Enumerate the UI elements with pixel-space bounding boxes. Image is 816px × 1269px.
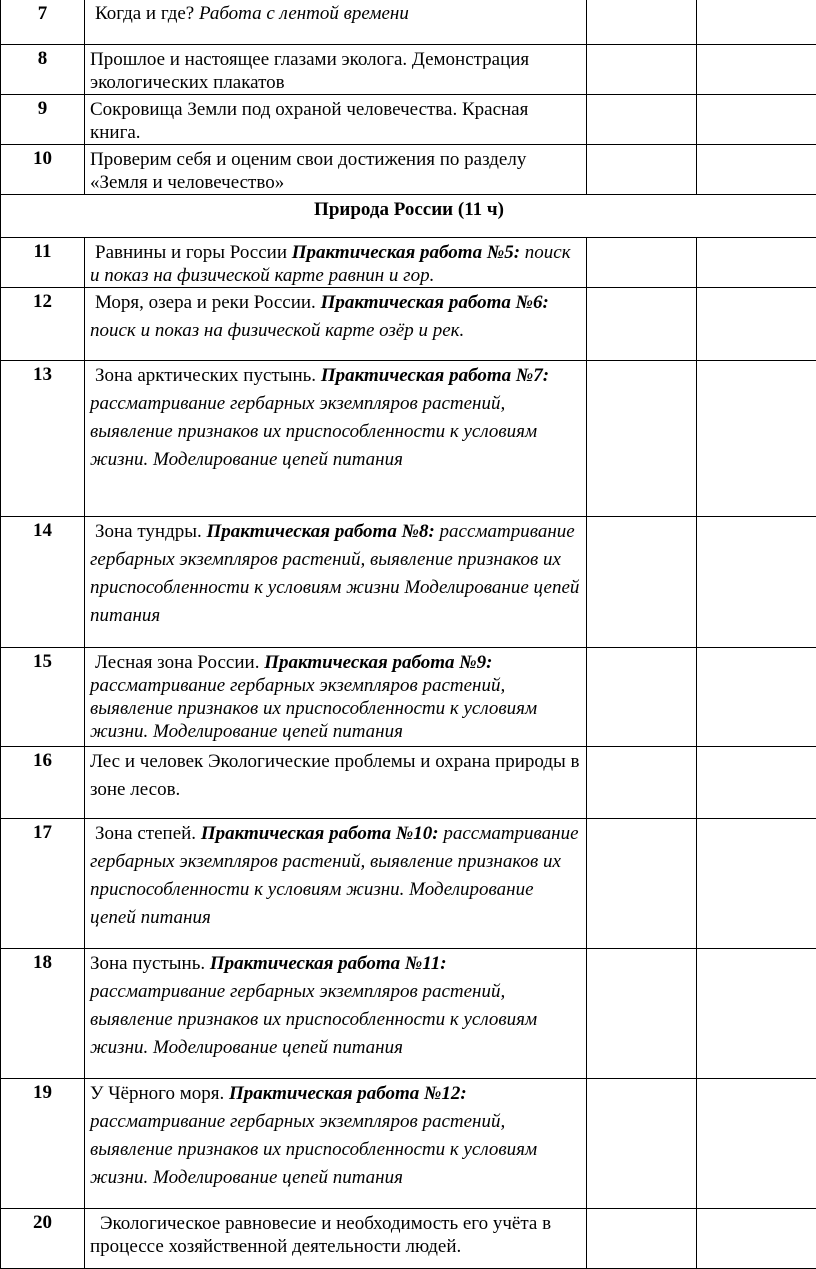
date-plan-cell <box>587 361 697 517</box>
section-row <box>1 195 816 238</box>
date-fact-cell <box>697 648 816 747</box>
date-fact-cell <box>697 0 816 45</box>
lesson-topic: Когда и где? Работа с лентой времени <box>85 0 587 45</box>
lesson-topic: У Чёрного моря. Практическая работа №12: рассматривание гербарных экземпляров растений, выявление признаков их приспособленности к условиям жизни. Моделирование цепей питания <box>85 1079 587 1209</box>
lesson-topic: Экологическое равновесие и необходимость его учёта в процессе хозяйственной деятельности людей. <box>85 1209 587 1269</box>
row-number: 13 <box>1 361 85 517</box>
lesson-topic: Зона арктических пустынь. Практическая работа №7: рассматривание гербарных экземпляров растений, выявление признаков их приспособленности к условиям жизни. Моделирование цепей питания <box>85 361 587 517</box>
lesson-topic: Сокровища Земли под охраной человечества. Красная книга. <box>85 95 587 145</box>
row-number: 7 <box>1 0 85 45</box>
date-plan-cell <box>587 648 697 747</box>
date-plan-cell <box>587 819 697 949</box>
row-number: 16 <box>1 747 85 819</box>
date-fact-cell <box>697 949 816 1079</box>
section-title: Природа России (11 ч) <box>1 195 816 238</box>
date-plan-cell <box>587 95 697 145</box>
lesson-topic: Лес и человек Экологические проблемы и охрана природы в зоне лесов. <box>85 747 587 819</box>
row-number: 10 <box>1 145 85 195</box>
date-fact-cell <box>697 145 816 195</box>
table-row <box>1 95 816 145</box>
date-plan-cell <box>587 747 697 819</box>
row-number: 17 <box>1 819 85 949</box>
date-plan-cell <box>587 1209 697 1269</box>
row-number: 9 <box>1 95 85 145</box>
lesson-topic: Равнины и горы России Практическая работа №5: поиск и показ на физической карте равнин и гор. <box>85 238 587 288</box>
row-number: 19 <box>1 1079 85 1209</box>
date-plan-cell <box>587 288 697 361</box>
row-number: 18 <box>1 949 85 1079</box>
date-fact-cell <box>697 288 816 361</box>
lesson-topic: Моря, озера и реки России. Практическая работа №6: поиск и показ на физической карте озёр и рек. <box>85 288 587 361</box>
table-row <box>1 1209 816 1269</box>
table-row <box>1 288 816 361</box>
date-plan-cell <box>587 517 697 648</box>
table-row <box>1 238 816 288</box>
row-number: 14 <box>1 517 85 648</box>
table-row <box>1 1079 816 1209</box>
date-plan-cell <box>587 145 697 195</box>
table-row <box>1 747 816 819</box>
table-row <box>1 949 816 1079</box>
row-number: 20 <box>1 1209 85 1269</box>
date-fact-cell <box>697 819 816 949</box>
date-plan-cell <box>587 949 697 1079</box>
date-fact-cell <box>697 238 816 288</box>
lesson-topic: Зона пустынь. Практическая работа №11: рассматривание гербарных экземпляров растений, выявление признаков их приспособленности к условиям жизни. Моделирование цепей питания <box>85 949 587 1079</box>
table-row <box>1 361 816 517</box>
row-number: 15 <box>1 648 85 747</box>
date-fact-cell <box>697 517 816 648</box>
date-fact-cell <box>697 361 816 517</box>
row-number: 11 <box>1 238 85 288</box>
date-plan-cell <box>587 1079 697 1209</box>
lesson-topic: Лесная зона России. Практическая работа №9: рассматривание гербарных экземпляров растений, выявление признаков их приспособленности к условиям жизни. Моделирование цепей питания <box>85 648 587 747</box>
lesson-topic: Зона тундры. Практическая работа №8: рассматривание гербарных экземпляров растений, выявление признаков их приспособленности к условиям жизни Моделирование цепей питания <box>85 517 587 648</box>
table-row <box>1 45 816 95</box>
date-plan-cell <box>587 45 697 95</box>
table-row <box>1 0 816 45</box>
table-row <box>1 648 816 747</box>
row-number: 12 <box>1 288 85 361</box>
date-fact-cell <box>697 1079 816 1209</box>
lesson-topic: Проверим себя и оценим свои достижения по разделу «Земля и человечество» <box>85 145 587 195</box>
row-number: 8 <box>1 45 85 95</box>
table-row <box>1 517 816 648</box>
date-fact-cell <box>697 1209 816 1269</box>
table-row <box>1 819 816 949</box>
date-plan-cell <box>587 0 697 45</box>
date-plan-cell <box>587 238 697 288</box>
lesson-topic: Прошлое и настоящее глазами эколога. Демонстрация экологических плакатов <box>85 45 587 95</box>
date-fact-cell <box>697 95 816 145</box>
table-row <box>1 145 816 195</box>
lesson-topic: Зона степей. Практическая работа №10: рассматривание гербарных экземпляров растений, выявление признаков их приспособленности к условиям жизни. Моделирование цепей питания <box>85 819 587 949</box>
date-fact-cell <box>697 747 816 819</box>
date-fact-cell <box>697 45 816 95</box>
